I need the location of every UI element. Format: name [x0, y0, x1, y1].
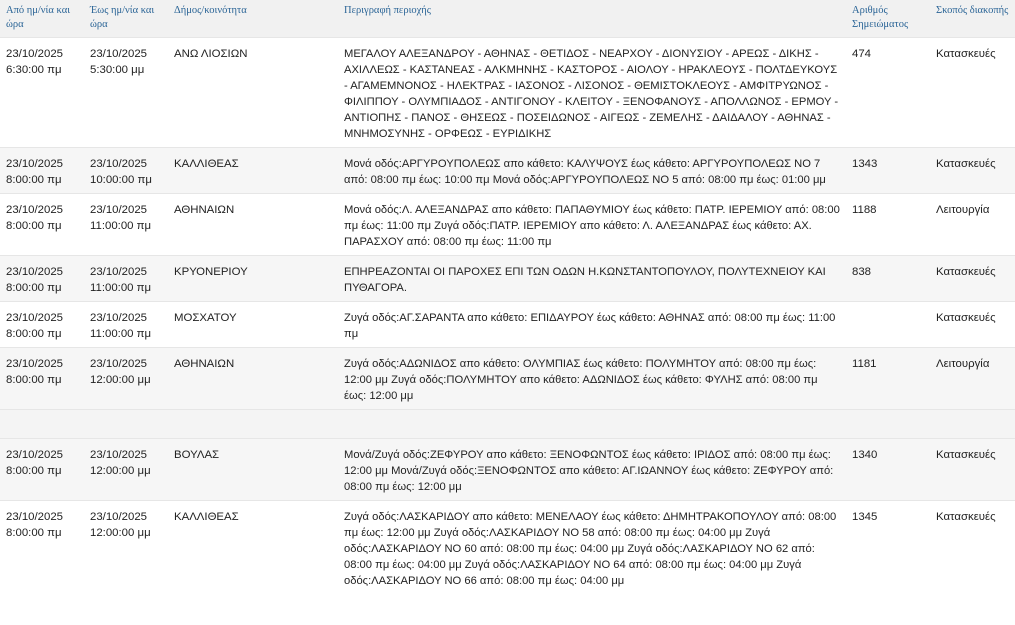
cell-notice-no: 838 [846, 256, 930, 302]
cell-notice-no: 1188 [846, 194, 930, 256]
header-purpose[interactable]: Σκοπός διακοπής [930, 0, 1015, 38]
cell-purpose: Κατασκευές [930, 302, 1015, 348]
cell-purpose: Κατασκευές [930, 439, 1015, 501]
cell-description: ΜΕΓΑΛΟΥ ΑΛΕΞΑΝΔΡΟΥ - ΑΘΗΝΑΣ - ΘΕΤΙΔΟΣ - ΝΕΑΡΧΟΥ - ΔΙΟΝΥΣΙΟΥ - ΑΡΕΩΣ - ΔΙΚΗΣ - ΑΧΙΛΛΕΩΣ - ΚΑΣΤΑΝΕΑΣ - ΑΛΚΜΗΝΗΣ - ΚΑΣΤΟΡΟΣ - ΑΙΟΛΟΥ - ΗΡΑΚΛΕΟΥΣ - ΠΟΛΤΔΕΥΚΟΥΣ - ΑΓΑΜΕΜΝΟΝΟΣ - ΗΛΕΚΤΡΑΣ - ΙΑΣΟΝΟΣ - ΛΙΣΟΝΟΣ - ΘΕΜΙΣΤΟΚΛΕΟΥΣ - ΑΜΦΙΤΡΥΩΝΟΣ - ΦΙΛΙΠΠΟΥ - ΟΛΥΜΠΙΑΔΟΣ - ΑΝΤΙΓΟΝΟΥ - ΚΛΕΙΤΟΥ - ΞΕΝΟΦΑΝΟΥΣ - ΑΠΟΛΛΩΝΟΣ - ΕΡΜΟΥ - ΑΝΤΙΟΠΗΣ - ΠΑΝΟΣ - ΘΗΣΕΩΣ - ΠΟΣΕΙΔΩΝΟΣ - ΑΙΓΕΩΣ - ΖΕΜΕΛΗΣ - ΔΑΙΔΑΛΟΥ - ΑΘΗΝΑΣ - ΜΝΗΜΟΣΥΝΗΣ - ΟΡΦΕΩΣ - ΕΥΡΙΔΙΚΗΣ [338, 38, 846, 148]
table-row [0, 302, 1015, 348]
cell-notice-no: 1343 [846, 148, 930, 194]
gap-cell [0, 410, 1015, 439]
cell-municipality: ΒΟΥΛΑΣ [168, 439, 338, 501]
cell-purpose: Λειτουργία [930, 194, 1015, 256]
cell-purpose: Κατασκευές [930, 256, 1015, 302]
cell-from: 23/10/2025 8:00:00 πμ [0, 439, 84, 501]
header-notice-no[interactable]: Αριθμός Σημειώματος [846, 0, 930, 38]
cell-to: 23/10/2025 12:00:00 μμ [84, 348, 168, 410]
cell-notice-no [846, 302, 930, 348]
cell-to: 23/10/2025 11:00:00 πμ [84, 256, 168, 302]
cell-to: 23/10/2025 5:30:00 μμ [84, 38, 168, 148]
table-row [0, 348, 1015, 410]
table-gap-row [0, 410, 1015, 439]
cell-to: 23/10/2025 10:00:00 πμ [84, 148, 168, 194]
cell-to: 23/10/2025 11:00:00 πμ [84, 302, 168, 348]
cell-from: 23/10/2025 8:00:00 πμ [0, 256, 84, 302]
cell-municipality: ΑΘΗΝΑΙΩΝ [168, 194, 338, 256]
header-description[interactable]: Περιγραφή περιοχής [338, 0, 846, 38]
cell-purpose: Λειτουργία [930, 348, 1015, 410]
header-row [0, 0, 1015, 38]
cell-notice-no: 1181 [846, 348, 930, 410]
table-row [0, 38, 1015, 148]
cell-from: 23/10/2025 8:00:00 πμ [0, 302, 84, 348]
cell-description: Ζυγά οδός:ΛΑΣΚΑΡΙΔΟΥ απο κάθετο: ΜΕΝΕΛΑΟΥ έως κάθετο: ΔΗΜΗΤΡΑΚΟΠΟΥΛΟΥ από: 08:00 πμ έως: 12:00 μμ Ζυγά οδός:ΛΑΣΚΑΡΙΔΟΥ ΝΟ 58 από: 08:00 πμ έως: 04:00 μμ Ζυγά οδός:ΛΑΣΚΑΡΙΔΟΥ ΝΟ 60 από: 08:00 πμ έως: 04:00 μμ Ζυγά οδός:ΛΑΣΚΑΡΙΔΟΥ ΝΟ 62 από: 08:00 πμ έως: 04:00 μμ Ζυγά οδός:ΛΑΣΚΑΡΙΔΟΥ ΝΟ 64 από: 08:00 πμ έως: 04:00 μμ Ζυγά οδός:ΛΑΣΚΑΡΙΔΟΥ ΝΟ 66 από: 08:00 πμ έως: 04:00 μμ [338, 501, 846, 595]
header-from[interactable]: Από ημ/νία και ώρα [0, 0, 84, 38]
cell-purpose: Κατασκευές [930, 148, 1015, 194]
cell-municipality: ΑΝΩ ΛΙΟΣΙΩΝ [168, 38, 338, 148]
cell-from: 23/10/2025 8:00:00 πμ [0, 194, 84, 256]
table-row [0, 148, 1015, 194]
cell-description: Μονά/Ζυγά οδός:ΖΕΦΥΡΟΥ απο κάθετο: ΞΕΝΟΦΩΝΤΟΣ έως κάθετο: ΙΡΙΔΟΣ από: 08:00 πμ έως: 12:00 μμ Μονά/Ζυγά οδός:ΞΕΝΟΦΩΝΤΟΣ απο κάθετο: ΑΓ.ΙΩΑΝΝΟΥ έως κάθετο: ΖΕΦΥΡΟΥ από: 08:00 πμ έως: 12:00 μμ [338, 439, 846, 501]
header-municipality[interactable]: Δήμος/κοινότητα [168, 0, 338, 38]
cell-description: ΕΠΗΡΕΑΖΟΝΤΑΙ ΟΙ ΠΑΡΟΧΕΣ ΕΠΙ ΤΩΝ ΟΔΩΝ Η.ΚΩΝΣΤΑΝΤΟΠΟΥΛΟΥ, ΠΟΛΥΤΕΧΝΕΙΟΥ ΚΑΙ ΠΥΘΑΓΟΡΑ. [338, 256, 846, 302]
cell-description: Ζυγά οδός:ΑΓ.ΣΑΡΑΝΤΑ απο κάθετο: ΕΠΙΔΑΥΡΟΥ έως κάθετο: ΑΘΗΝΑΣ από: 08:00 πμ έως: 11:00 πμ [338, 302, 846, 348]
cell-municipality: ΑΘΗΝΑΙΩΝ [168, 348, 338, 410]
table-row [0, 256, 1015, 302]
cell-from: 23/10/2025 6:30:00 πμ [0, 38, 84, 148]
cell-purpose: Κατασκευές [930, 501, 1015, 595]
cell-municipality: ΚΑΛΛΙΘΕΑΣ [168, 148, 338, 194]
cell-from: 23/10/2025 8:00:00 πμ [0, 148, 84, 194]
header-to[interactable]: Έως ημ/νία και ώρα [84, 0, 168, 38]
table-row [0, 439, 1015, 501]
cell-municipality: ΚΡΥΟΝΕΡΙΟΥ [168, 256, 338, 302]
cell-description: Μονά οδός:ΑΡΓΥΡΟΥΠΟΛΕΩΣ απο κάθετο: ΚΑΛΥΨΟΥΣ έως κάθετο: ΑΡΓΥΡΟΥΠΟΛΕΩΣ ΝΟ 7 από: 08:00 πμ έως: 10:00 πμ Μονά οδός:ΑΡΓΥΡΟΥΠΟΛΕΩΣ ΝΟ 5 από: 08:00 πμ έως: 01:00 μμ [338, 148, 846, 194]
table-row [0, 194, 1015, 256]
cell-description: Ζυγά οδός:ΑΔΩΝΙΔΟΣ απο κάθετο: ΟΛΥΜΠΙΑΣ έως κάθετο: ΠΟΛΥΜΗΤΟΥ από: 08:00 πμ έως: 12:00 μμ Ζυγά οδός:ΠΟΛΥΜΗΤΟΥ απο κάθετο: ΑΔΩΝΙΔΟΣ έως κάθετο: ΦΥΛΗΣ από: 08:00 πμ έως: 12:00 μμ [338, 348, 846, 410]
cell-purpose: Κατασκευές [930, 38, 1015, 148]
cell-to: 23/10/2025 12:00:00 μμ [84, 439, 168, 501]
cell-municipality: ΚΑΛΛΙΘΕΑΣ [168, 501, 338, 595]
table-row [0, 501, 1015, 595]
cell-municipality: ΜΟΣΧΑΤΟΥ [168, 302, 338, 348]
cell-to: 23/10/2025 12:00:00 μμ [84, 501, 168, 595]
cell-to: 23/10/2025 11:00:00 πμ [84, 194, 168, 256]
cell-description: Μονά οδός:Λ. ΑΛΕΞΑΝΔΡΑΣ απο κάθετο: ΠΑΠΑΘΥΜΙΟΥ έως κάθετο: ΠΑΤΡ. ΙΕΡΕΜΙΟΥ από: 08:00 πμ έως: 11:00 πμ Ζυγά οδός:ΠΑΤΡ. ΙΕΡΕΜΙΟΥ απο κάθετο: Λ. ΑΛΕΞΑΝΔΡΑΣ έως κάθετο: ΑΧ. ΠΑΡΑΣΧΟΥ από: 08:00 πμ έως: 11:00 πμ [338, 194, 846, 256]
cell-notice-no: 474 [846, 38, 930, 148]
cell-from: 23/10/2025 8:00:00 πμ [0, 348, 84, 410]
cell-notice-no: 1340 [846, 439, 930, 501]
cell-notice-no: 1345 [846, 501, 930, 595]
cell-from: 23/10/2025 8:00:00 πμ [0, 501, 84, 595]
